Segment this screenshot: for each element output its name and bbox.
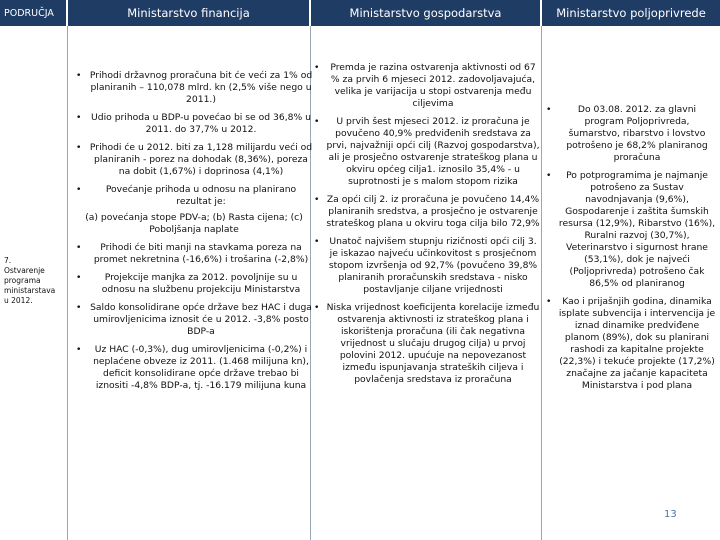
area-label-line: ministarstava [4, 286, 56, 295]
list-item: • Saldo konsolidirane opće države bez HAC i duga umirovljenicima iznosit će u 2012. -3,8% posto BDP-a [76, 302, 312, 337]
bullet-icon: • [76, 184, 82, 195]
financija-list-continued [74, 242, 314, 392]
bullet-icon: • [314, 194, 320, 205]
bullet-icon: • [76, 70, 82, 81]
page-number: 13 [664, 509, 677, 520]
list-item: • Do 03.08. 2012. za glavni program Poljoprivreda, šumarstvo, ribarstvo i lovstvo potrošeno je 68,2% planiranog proračuna [546, 104, 708, 163]
financija-column [74, 70, 314, 398]
list-item: • Prihodi će biti manji na stavkama poreza na promet nekretnina (-16,6%) i trošarina (-2,8%) [76, 242, 309, 265]
list-item: • Projekcije manjka za 2012. povoljnije su u odnosu na službenu projekciju Ministarstva [76, 272, 301, 295]
header-ministarstvo-poljoprivrede: Ministarstvo poljoprivrede [542, 0, 720, 26]
header-ministarstvo-financija: Ministarstvo financija [68, 0, 309, 26]
bullet-icon: • [76, 242, 82, 253]
bullet-icon: • [314, 302, 320, 313]
poljoprivrede-column [544, 104, 716, 398]
gospodarstva-list [312, 62, 540, 386]
bullet-icon: • [76, 302, 82, 313]
list-item: • Za opći cilj 2. iz proračuna je povučeno 14,4% planiranih sredstva, a prosječno je ostvarenje strateškog plana u okviru toga cilja bilo 72,9% [314, 194, 540, 229]
bullet-icon: • [314, 116, 320, 127]
bullet-icon: • [76, 344, 82, 355]
list-item: • Uz HAC (-0,3%), dug umirovljenicima (-0,2%) i neplaćene obveze iz 2011. (1.468 milijuna kn), deficit konsolidirane opće države trebao bi iznositi -4,8% BDP-a, tj. -16.179 milijuna kuna [76, 344, 309, 391]
area-label-line: programa [4, 276, 41, 285]
list-item: • U prvih šest mjeseci 2012. iz proračuna je povučeno 40,9% predviđenih sredstava za prvi, najvažniji opći cilj (Razvoj gospodarstva), ali je prosječno ostvarenje strateškog plana u okviru općeg cilja1. iznosilo 35,4% - u suprotnosti je s malom stopom rizika [314, 116, 540, 187]
header-ministarstvo-gospodarstva: Ministarstvo gospodarstva [311, 0, 540, 26]
header-podrucja: PODRUČJA [0, 0, 66, 26]
bullet-icon: • [76, 142, 82, 153]
list-item: • Niska vrijednost koeficijenta korelacije između ostvarenja aktivnosti iz strateškog plana i iskorištenja proračuna (ili čak negativna vrijednost u slučaju drugog cilja) u prvoj polovini 2012. upućuje na nepovezanost između ispunjavanja strateških ciljeva i povlačenja sredstava iz proračuna [314, 302, 540, 385]
area-label-line: u 2012. [4, 296, 33, 305]
bullet-icon: • [546, 104, 552, 115]
list-item: • Povećanje prihoda u odnosu na planirano rezultat je: [76, 184, 297, 207]
poljoprivrede-list [544, 104, 716, 392]
list-item: • Kao i prijašnjih godina, dinamika isplate subvencija i intervencija je iznad dinamike predviđene planom (89%), dok su planirani rashodi za kapitalne projekte (22,3%) i tekuće projekte (17,2%) značajne za jačanje kapaciteta Ministarstva i pod plana [546, 296, 716, 391]
area-label-line: 7. [4, 256, 12, 265]
list-plain-text: (a) povećanja stope PDV-a; (b) Rasta cijena; (c) Poboljšanja naplate [85, 212, 303, 235]
bullet-icon: • [76, 272, 82, 283]
bullet-icon: • [546, 296, 552, 307]
column-divider [541, 26, 542, 540]
list-item: • Unatoč najvišem stupnju rizičnosti opći cilj 3. je iskazao najveću učinkovitost s prosječnom stopom izvršenja od 92,7% (povučeno 39,8% planiranih proračunskih sredstava - nisko postavljanje ciljane vrijednosti [314, 236, 538, 295]
area-label [4, 256, 64, 306]
column-divider [67, 26, 68, 540]
list-item: • Udio prihoda u BDP-u povećao bi se od 36,8% u 2011. do 37,7% u 2012. [76, 112, 311, 135]
bullet-icon: • [314, 236, 320, 247]
gospodarstva-column [312, 62, 540, 392]
list-item: • Prihodi državnog proračuna bit će veći za 1% od planiranih – 110,078 mlrd. kn (2,5% više nego u 2011.) [76, 70, 313, 105]
financija-list [74, 70, 314, 208]
list-item: • Po potprogramima je najmanje potrošeno za Sustav navodnjavanja (9,6%), Gospodarenje i zaštita šumskih resursa (12,9%), Ribarstvo (16%), Ruralni razvoj (30,7%), Veterinarstvo i sigurnost hrane (53,1%), dok je najveći (Poljoprivreda) potrošeno čak 86,5% od planiranog [546, 170, 716, 289]
list-item: • Prihodi će u 2012. biti za 1,128 milijardu veći od planiranih - porez na dohodak (8,36%), poreza na dobit (1,67%) i doprinosa (4,1%) [76, 142, 313, 177]
area-label-line: Ostvarenje [4, 266, 45, 275]
bullet-icon: • [76, 112, 82, 123]
bullet-icon: • [314, 62, 320, 73]
list-item: • Premda je razina ostvarenja aktivnosti od 67 % za prvih 6 mjeseci 2012. zadovoljavajuća, velika je varijacija u stopi ostvarenja među ciljevima [314, 62, 536, 109]
bullet-icon: • [546, 170, 552, 181]
